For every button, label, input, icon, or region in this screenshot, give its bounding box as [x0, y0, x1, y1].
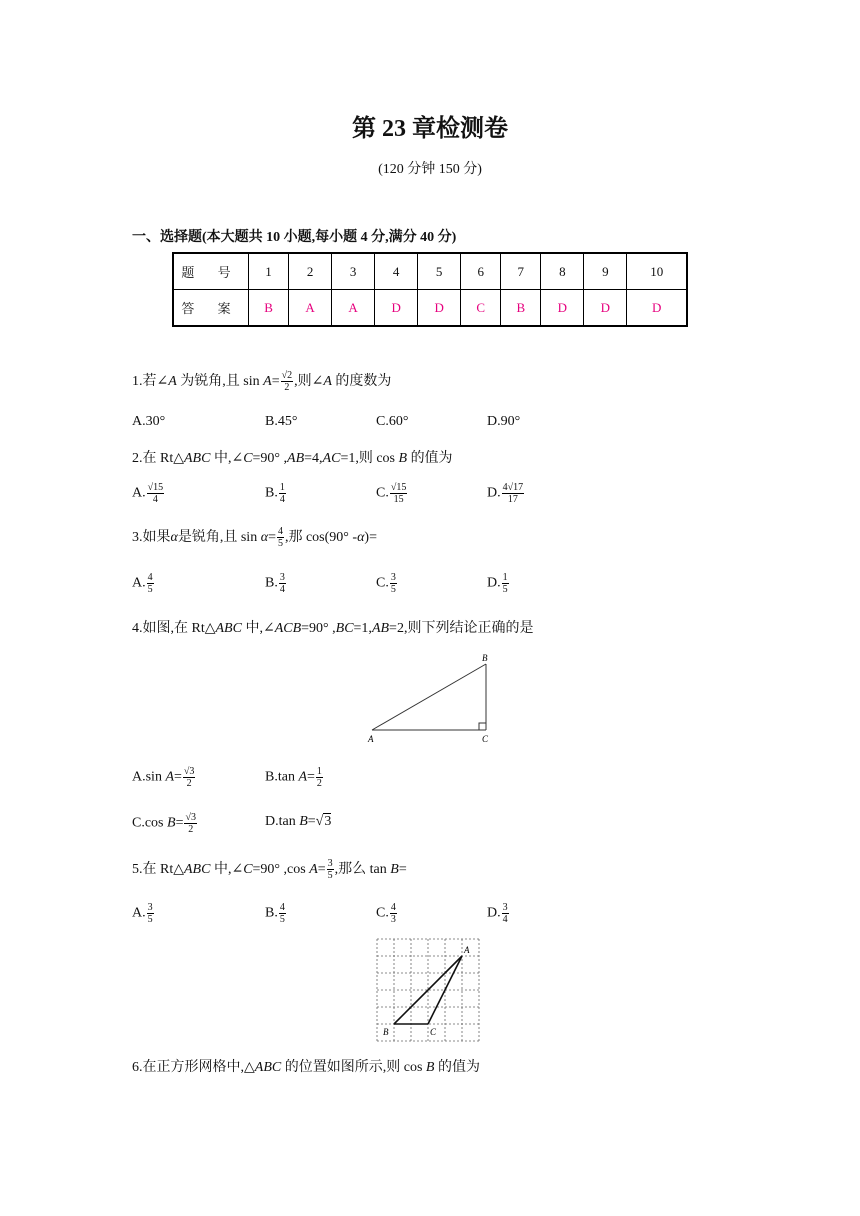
- q3-option-a: A. $\frac{4}{5}$: [132, 572, 153, 595]
- q4-option-a: A.sin A= $\frac{√3}{2}$: [132, 766, 195, 789]
- table-answer-cell: D: [375, 290, 418, 327]
- q4-option-d: D.tan B=√3: [265, 814, 332, 829]
- table-number-cell: 5: [418, 253, 461, 290]
- table-number-cell: 3: [332, 253, 375, 290]
- answer-table: [172, 252, 688, 327]
- vertex-label-b: B: [482, 653, 488, 663]
- question-6: 6.在正方形网格中,△ABC 的位置如图所示,则 cos B 的值为: [132, 1060, 480, 1075]
- page-title: 第 23 章检测卷: [352, 116, 508, 142]
- table-answer-cell: D: [541, 290, 584, 327]
- table-header-answer: 答 案: [173, 290, 249, 327]
- q1-option-a: A.30°: [132, 414, 166, 429]
- answer-table-answer-row: [173, 290, 687, 327]
- table-header-number: 题 号: [173, 253, 249, 290]
- table-number-cell: 8: [541, 253, 584, 290]
- q5-option-b: B. $\frac{4}{5}$: [265, 902, 285, 925]
- table-number-cell: 9: [584, 253, 627, 290]
- vertex-label-b: B: [383, 1027, 389, 1037]
- table-answer-cell: D: [584, 290, 627, 327]
- table-number-cell: 1: [249, 253, 289, 290]
- question-3: 3.如果α是锐角,且 sin α= $\frac{4}{5}$ ,那 cos(90° -α)=: [132, 526, 377, 550]
- table-number-cell: 4: [375, 253, 418, 290]
- vertex-label-a: A: [464, 945, 470, 955]
- q4-triangle-figure: [360, 648, 500, 744]
- q4-option-b: B.tan A= $\frac{1}{2}$: [265, 766, 322, 789]
- question-4: 4.如图,在 Rt△ABC 中,∠ACB=90° ,BC=1,AB=2,则下列结论正确的是: [132, 621, 534, 636]
- segment-ab: [372, 664, 486, 730]
- segment-ba: [394, 956, 462, 1024]
- q4-option-c: C.cos B= $\frac{√3}{2}$: [132, 812, 196, 835]
- table-number-cell: 6: [461, 253, 501, 290]
- q1-option-c: C.60°: [376, 414, 409, 429]
- table-answer-cell: B: [249, 290, 289, 327]
- table-answer-cell: D: [418, 290, 461, 327]
- question-1: 1.若∠A 为锐角,且 sin A= $\frac{√2}{2}$ ,则∠A 的度数为: [132, 370, 392, 394]
- q5-option-d: D. $\frac{3}{4}$: [487, 902, 508, 925]
- table-answer-cell: A: [332, 290, 375, 327]
- q1-option-d: D.90°: [487, 414, 521, 429]
- table-number-cell: 10: [627, 253, 687, 290]
- section-heading: 一、选择题(本大题共 10 小题,每小题 4 分,满分 40 分): [132, 230, 457, 245]
- page-subtitle: (120 分钟 150 分): [378, 162, 482, 177]
- question-5: 5.在 Rt△ABC 中,∠C=90° ,cos A= $\frac{3}{5}$ ,那么 tan B=: [132, 858, 407, 882]
- table-answer-cell: A: [289, 290, 332, 327]
- q5-option-c: C. $\frac{4}{3}$: [376, 902, 396, 925]
- vertex-label-c: C: [482, 734, 489, 744]
- q2-option-b: B. $\frac{1}{4}$: [265, 482, 285, 505]
- q1-option-b: B.45°: [265, 414, 298, 429]
- q5-option-a: A. $\frac{3}{5}$: [132, 902, 153, 925]
- q3-option-b: B. $\frac{3}{4}$: [265, 572, 285, 595]
- vertex-label-a: A: [368, 734, 374, 744]
- q2-option-c: C. $\frac{√15}{15}$: [376, 482, 407, 505]
- answer-table-number-row: [173, 253, 687, 290]
- q3-option-d: D. $\frac{1}{5}$: [487, 572, 508, 595]
- fraction: $\frac{√2}{2}$: [281, 370, 293, 394]
- q6-grid-figure: [372, 936, 484, 1044]
- q3-option-c: C. $\frac{3}{5}$: [376, 572, 396, 595]
- question-2: 2.在 Rt△ABC 中,∠C=90° ,AB=4,AC=1,则 cos B 的值为: [132, 451, 453, 466]
- table-answer-cell: C: [461, 290, 501, 327]
- table-number-cell: 2: [289, 253, 332, 290]
- q2-option-d: D. $\frac{4√17}{17}$: [487, 482, 524, 505]
- table-answer-cell: D: [627, 290, 687, 327]
- table-answer-cell: B: [501, 290, 541, 327]
- q2-option-a: A. $\frac{√15}{4}$: [132, 482, 164, 505]
- vertex-label-c: C: [430, 1027, 437, 1037]
- table-number-cell: 7: [501, 253, 541, 290]
- right-angle-mark: [479, 723, 486, 730]
